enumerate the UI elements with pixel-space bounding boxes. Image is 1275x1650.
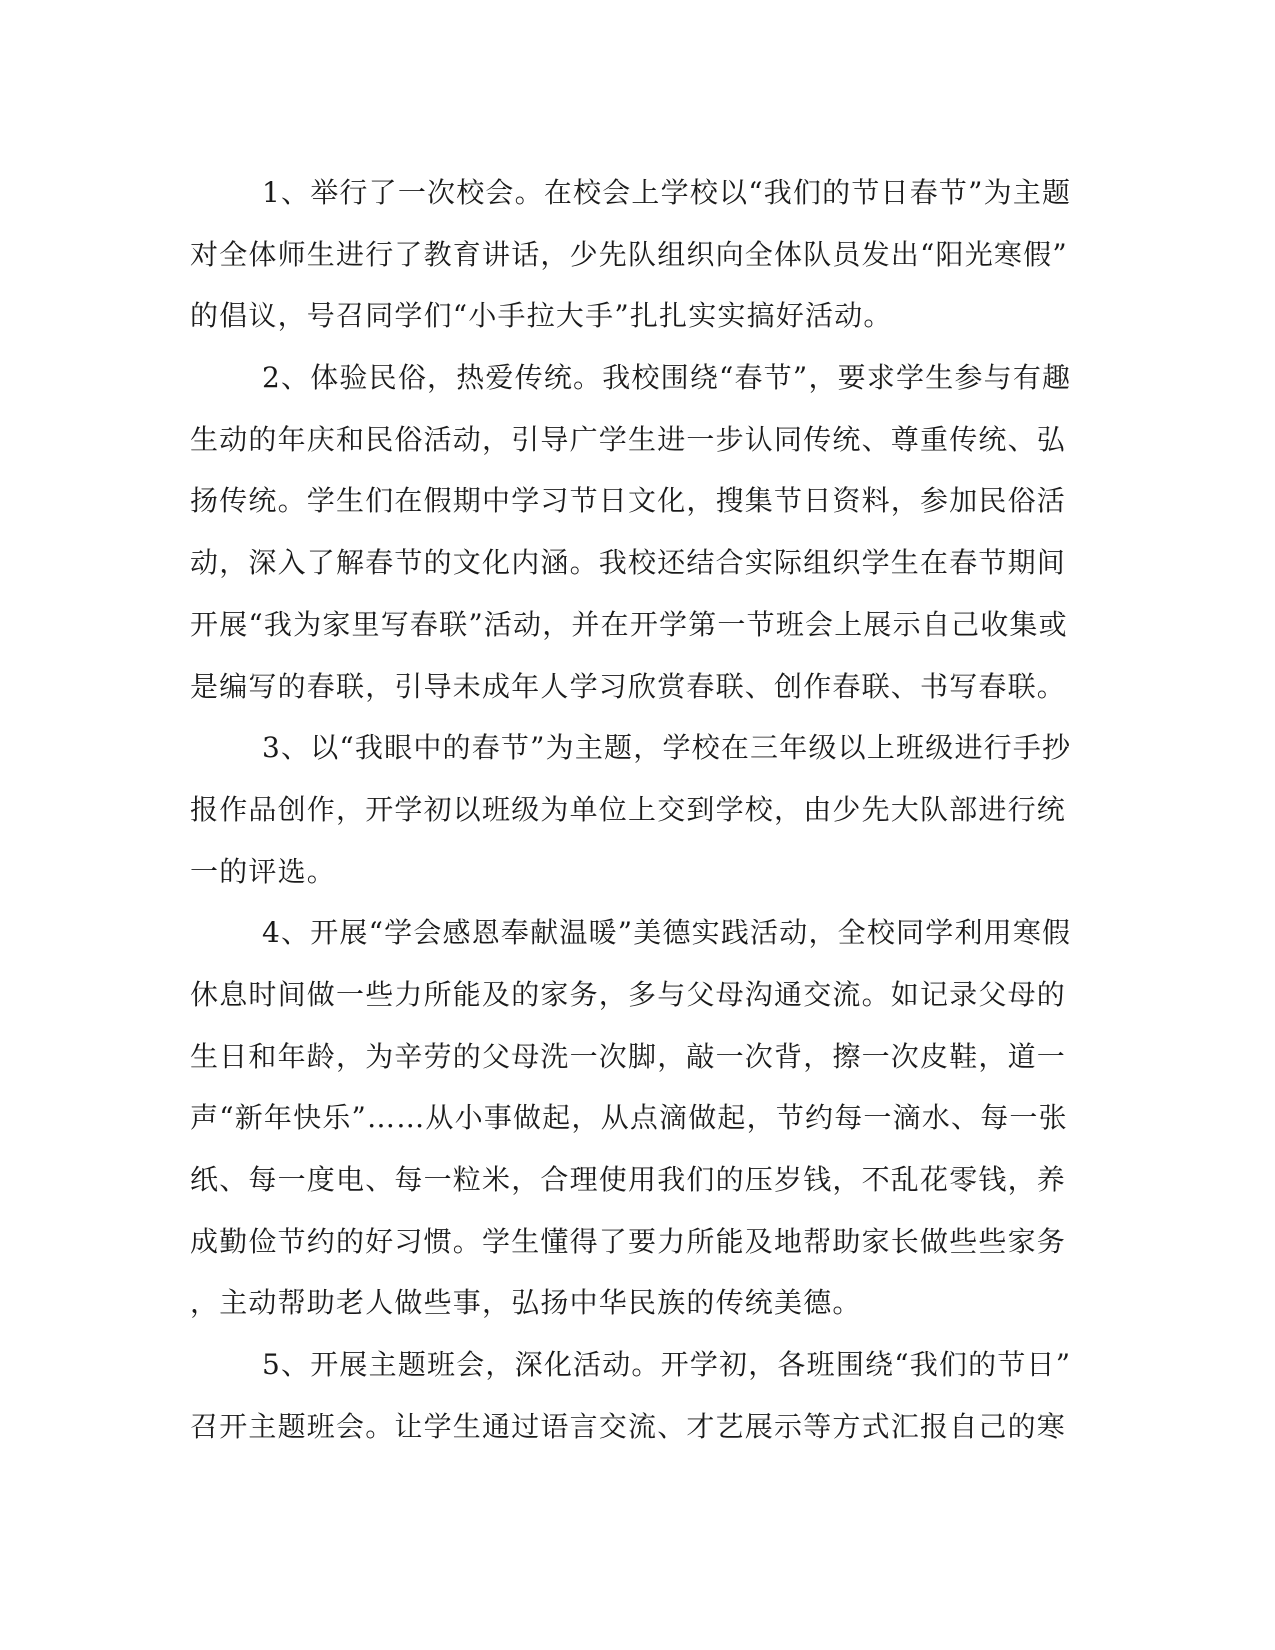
text-line: 扬传统。学生们在假期中学习节日文化，搜集节日资料，参加民俗活 [190, 484, 1067, 518]
text-line: 的倡议，号召同学们“小手拉大手”扎扎实实搞好活动。 [190, 299, 893, 333]
text-line: 报作品创作，开学初以班级为单位上交到学校，由少先大队部进行统 [190, 792, 1067, 826]
text-line: 成勤俭节约的好习惯。学生懂得了要力所能及地帮助家长做些些家务 [190, 1224, 1067, 1258]
text-line: 2、体验民俗，热爱传统。我校围绕“春节”，要求学生参与有趣 [262, 361, 1072, 395]
text-line: 4、开展“学会感恩奉献温暖”美德实践活动，全校同学利用寒假 [262, 916, 1072, 950]
text-line: 动，深入了解春节的文化内涵。我校还结合实际组织学生在春节期间 [190, 546, 1067, 580]
text-line: 一的评选。 [190, 854, 337, 888]
text-line: 对全体师生进行了教育讲话，少先队组织向全体队员发出“阳光寒假” [190, 237, 1068, 271]
text-line: 5、开展主题班会，深化活动。开学初，各班围绕“我们的节日” [262, 1348, 1072, 1382]
text-line: 3、以“我眼中的春节”为主题，学校在三年级以上班级进行手抄 [262, 731, 1072, 765]
text-line: 生日和年龄，为辛劳的父母洗一次脚，敲一次背，擦一次皮鞋，道一 [190, 1039, 1067, 1073]
text-line: ，主动帮助老人做些事，弘扬中华民族的传统美德。 [190, 1286, 862, 1320]
text-line: 1、举行了一次校会。在校会上学校以“我们的节日春节”为主题 [262, 176, 1072, 209]
text-line: 召开主题班会。让学生通过语言交流、才艺展示等方式汇报自己的寒 [190, 1409, 1067, 1443]
text-line: 声“新年快乐”……从小事做起，从点滴做起，节约每一滴水、每一张 [190, 1101, 1068, 1135]
text-line: 休息时间做一些力所能及的家务，多与父母沟通交流。如记录父母的 [190, 977, 1067, 1011]
document-body [190, 162, 1072, 1457]
text-line: 生动的年庆和民俗活动，引导广学生进一步认同传统、尊重传统、弘 [190, 422, 1067, 456]
text-line: 开展“我为家里写春联”活动，并在开学第一节班会上展示自己收集或 [190, 607, 1068, 641]
text-line: 纸、每一度电、每一粒米，合理使用我们的压岁钱，不乱花零钱，养 [190, 1163, 1067, 1196]
text-line: 是编写的春联，引导未成年人学习欣赏春联、创作春联、书写春联。 [190, 669, 1067, 703]
